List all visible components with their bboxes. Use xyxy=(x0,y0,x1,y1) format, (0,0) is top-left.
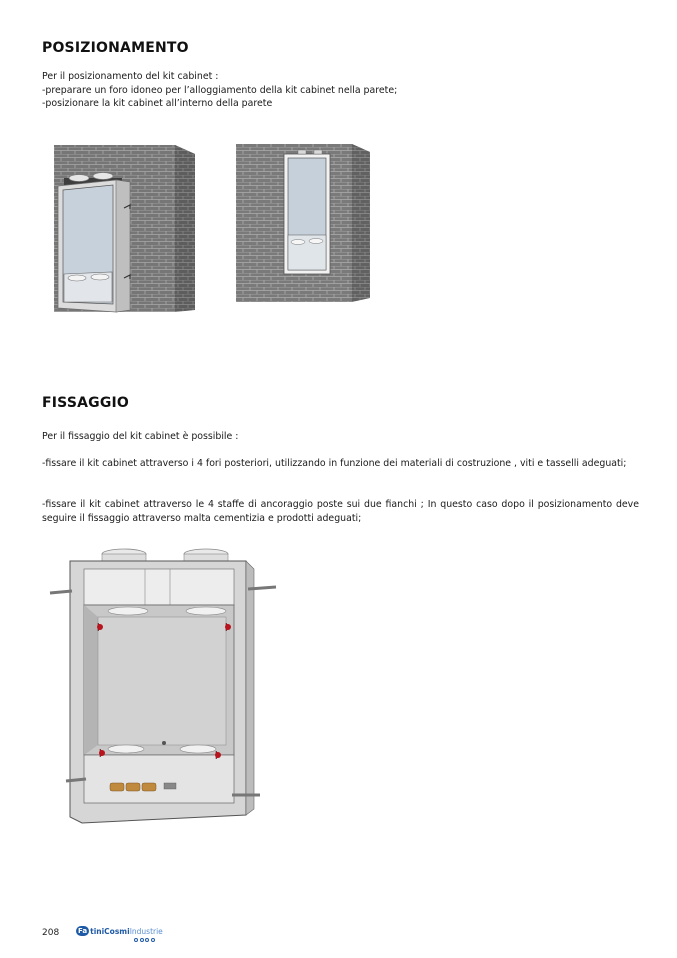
section-title-fissaggio: FISSAGGIO xyxy=(42,395,130,411)
posizionamento-line-1: Per il posizionamento del kit cabinet : xyxy=(42,71,219,82)
page-number: 208 xyxy=(42,928,60,938)
wall-with-cabinet-installed-illustration xyxy=(232,140,407,312)
wall-with-cabinet-inserting-illustration xyxy=(50,140,215,320)
posizionamento-text xyxy=(42,70,397,111)
fissaggio-paragraph-2: -fissare il kit cabinet attraverso le 4 staffe di ancoraggio poste sui due fianchi ; In questo caso dopo il posizionamento deve seguire il fissaggio attraverso malta cementizia e prodotti adeguati; xyxy=(42,499,639,524)
cabinet-fixing-brackets-illustration xyxy=(40,545,288,830)
posizionamento-line-3: -posizionare la kit cabinet all’interno della parete xyxy=(42,98,273,109)
company-logo xyxy=(76,926,163,936)
section-title-posizionamento: POSIZIONAMENTO xyxy=(42,40,189,56)
logo-dots-icon xyxy=(134,938,155,942)
logo-badge: Fa xyxy=(78,927,88,935)
logo-suffix: Industrie xyxy=(129,926,163,936)
fissaggio-intro: Per il fissaggio del kit cabinet è possibile : xyxy=(42,431,239,442)
fissaggio-paragraph-1: -fissare il kit cabinet attraverso i 4 fori posteriori, utilizzando in funzione dei materiali di costruzione , viti e tasselli adeguati; xyxy=(42,458,627,469)
posizionamento-line-2: -preparare un foro idoneo per l’alloggiamento della kit cabinet nella parete; xyxy=(42,84,398,96)
logo-brand: tiniCosmi xyxy=(90,926,130,936)
